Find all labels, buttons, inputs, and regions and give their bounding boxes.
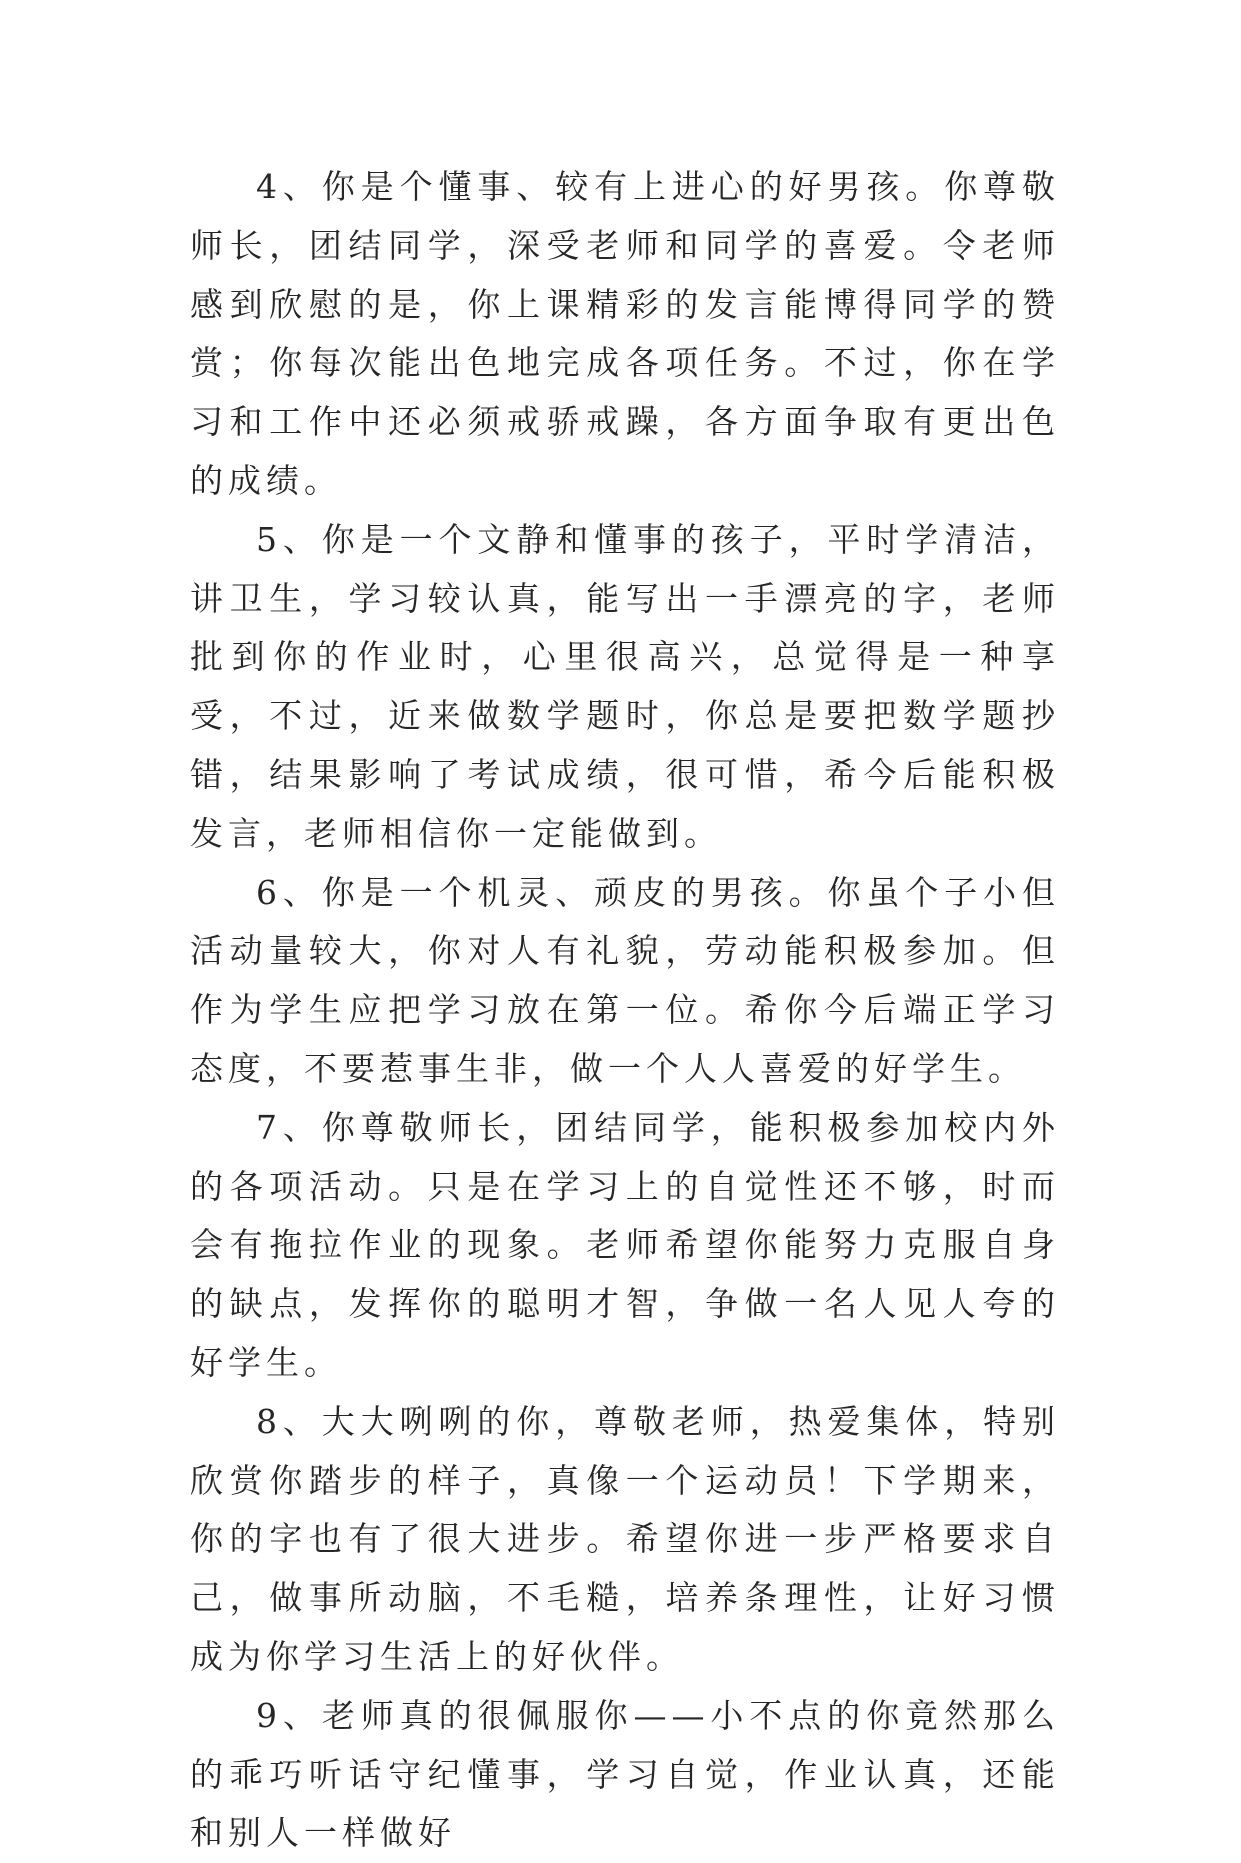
comment-paragraph-7: 7、你尊敬师长，团结同学，能积极参加校内外的各项活动。只是在学习上的自觉性还不够，时而会有拖拉作业的现象。老师希望你能努力克服自身的缺点，发挥你的聪明才智，争做一名人见人夸的好学生。 (190, 1107, 1060, 1382)
comment-paragraph-6: 6、你是一个机灵、顽皮的男孩。你虽个子小但活动量较大，你对人有礼貌，劳动能积极参加。但作为学生应把学习放在第一位。希你今后端正学习态度，不要惹事生非，做一个人人喜爱的好学生。 (190, 872, 1060, 1088)
comment-paragraph-9: 9、老师真的很佩服你——小不点的你竟然那么的乖巧听话守纪懂事，学习自觉，作业认真，还能和别人一样做好 (190, 1695, 1060, 1853)
comment-paragraph-8: 8、大大咧咧的你，尊敬老师，热爱集体，特别欣赏你踏步的样子，真像一个运动员！下学期来，你的字也有了很大进步。希望你进一步严格要求自己，做事所动脑，不毛糙，培养条理性，让好习惯成为你学习生活上的好伙伴。 (190, 1401, 1060, 1676)
comment-paragraph-5: 5、你是一个文静和懂事的孩子，平时学清洁，讲卫生，学习较认真，能写出一手漂亮的字，老师批到你的作业时，心里很高兴，总觉得是一种享受，不过，近来做数学题时，你总是要把数学题抄错，结果影响了考试成绩，很可惜，希今后能积极发言，老师相信你一定能做到。 (190, 519, 1060, 853)
document-body (190, 158, 1060, 1863)
comment-paragraph-4: 4、你是个懂事、较有上进心的好男孩。你尊敬师长，团结同学，深受老师和同学的喜爱。令老师感到欣慰的是，你上课精彩的发言能博得同学的赞赏；你每次能出色地完成各项任务。不过，你在学习和工作中还必须戒骄戒躁，各方面争取有更出色的成绩。 (190, 167, 1060, 500)
